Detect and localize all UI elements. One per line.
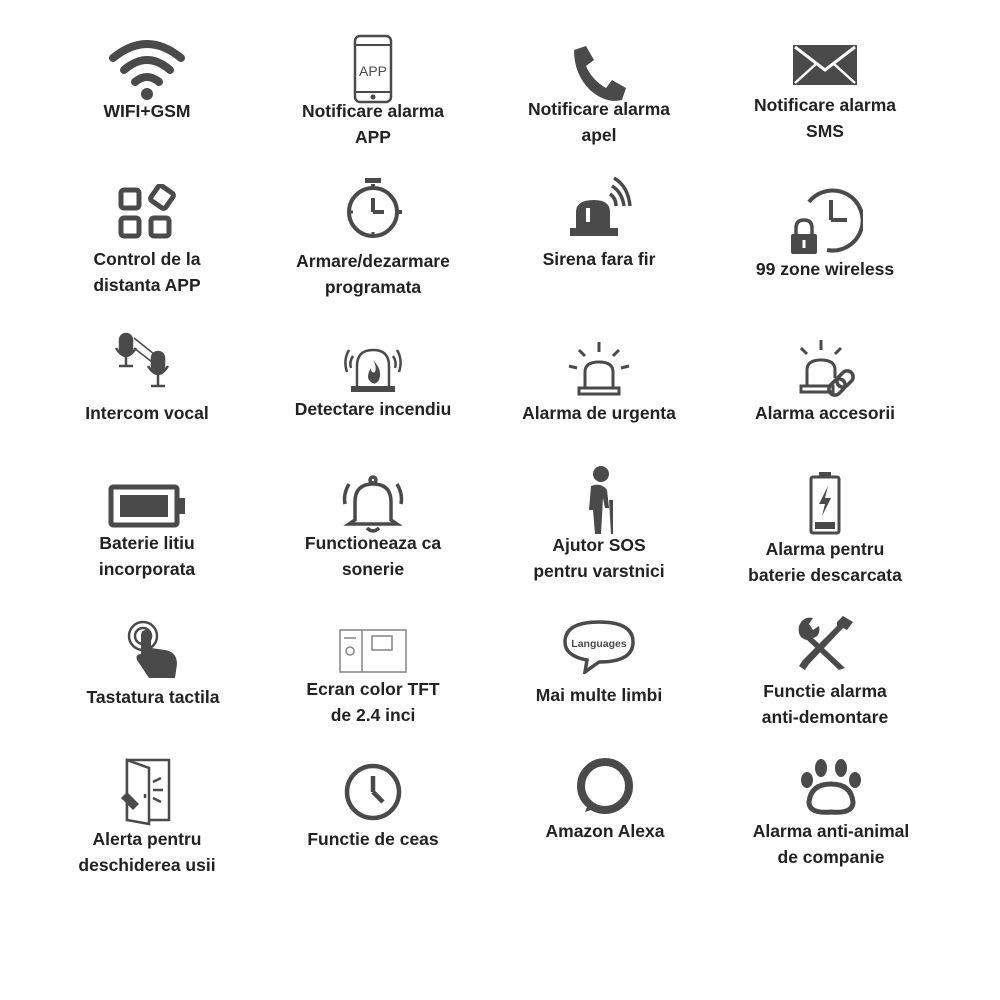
feature-cell	[700, 176, 950, 336]
feature-cell	[474, 604, 724, 764]
wifi-icon	[22, 24, 272, 104]
feature-label: Detectare incendiu	[294, 399, 452, 419]
feature-label: Functie de ceas	[307, 829, 439, 849]
feature-label: Baterie litiu incorporata	[98, 533, 196, 579]
feature-label: Amazon Alexa	[545, 821, 665, 841]
feature-label: Ajutor SOS pentru varstnici	[533, 535, 665, 581]
envelope-icon	[700, 24, 950, 86]
feature-label: Sirena fara fir	[542, 249, 656, 269]
tft-screen-icon	[248, 604, 498, 674]
feature-label: Control de la distanta APP	[93, 249, 201, 295]
feature-label: Mai multe limbi	[535, 685, 663, 705]
speech-bubble-icon	[474, 604, 724, 674]
tools-icon	[700, 604, 950, 672]
feature-label: Functioneaza ca sonerie	[304, 533, 442, 579]
feature-cell	[248, 604, 498, 764]
bell-icon	[248, 460, 498, 534]
battery-low-icon	[700, 460, 950, 536]
feature-label: Notificare alarma SMS	[753, 95, 896, 141]
door-open-icon	[22, 748, 272, 826]
languages-icon-text: Languages	[571, 638, 627, 650]
stopwatch-icon	[248, 176, 498, 240]
feature-label: Alerta pentru deschiderea usii	[78, 829, 216, 875]
feature-cell	[474, 176, 724, 336]
feature-label: Alarma de urgenta	[522, 403, 676, 423]
feature-cell	[700, 604, 950, 764]
feature-cell	[480, 748, 730, 908]
phone-call-icon	[474, 24, 724, 104]
siren-icon	[474, 176, 724, 240]
feature-label: WIFI+GSM	[103, 101, 191, 121]
feature-cell	[28, 604, 278, 764]
app-icon-text: APP	[358, 63, 388, 79]
phone-app-icon	[248, 24, 498, 104]
feature-cell	[22, 176, 272, 336]
feature-cell	[22, 460, 272, 620]
touch-finger-icon	[28, 604, 278, 680]
feature-label: Notificare alarma apel	[527, 99, 670, 145]
feature-cell	[248, 748, 498, 908]
feature-cell	[22, 24, 272, 184]
clock-lock-icon	[700, 176, 950, 256]
microphones-icon	[22, 324, 272, 394]
feature-cell	[706, 748, 956, 908]
feature-label: Armare/dezarmare programata	[296, 251, 450, 297]
feature-label: Intercom vocal	[85, 403, 209, 423]
feature-label: Alarma anti-animal de companie	[752, 821, 910, 867]
feature-label: Tastatura tactila	[86, 687, 220, 707]
battery-full-icon	[22, 460, 272, 528]
feature-label: Notificare alarma APP	[301, 101, 444, 147]
feature-cell	[700, 24, 950, 184]
paw-icon	[706, 748, 956, 818]
feature-cell	[22, 748, 272, 908]
beacon-icon	[474, 324, 724, 398]
clock-icon	[248, 748, 498, 822]
elderly-person-icon	[474, 460, 724, 534]
fire-alarm-icon	[248, 324, 498, 394]
feature-cell	[700, 460, 950, 620]
beacon-link-icon	[700, 324, 950, 398]
feature-cell	[248, 460, 498, 620]
alexa-ring-icon	[480, 748, 730, 816]
feature-label: Alarma pentru baterie descarcata	[748, 539, 902, 585]
feature-cell	[474, 460, 724, 620]
feature-label: 99 zone wireless	[755, 259, 895, 279]
feature-cell	[248, 176, 498, 336]
feature-label: Alarma accesorii	[754, 403, 896, 423]
apps-icon	[22, 176, 272, 240]
feature-label: Functie alarma anti-demontare	[761, 681, 889, 727]
feature-cell	[474, 24, 724, 184]
feature-label: Ecran color TFT de 2.4 inci	[306, 679, 440, 725]
feature-cell	[248, 24, 498, 184]
